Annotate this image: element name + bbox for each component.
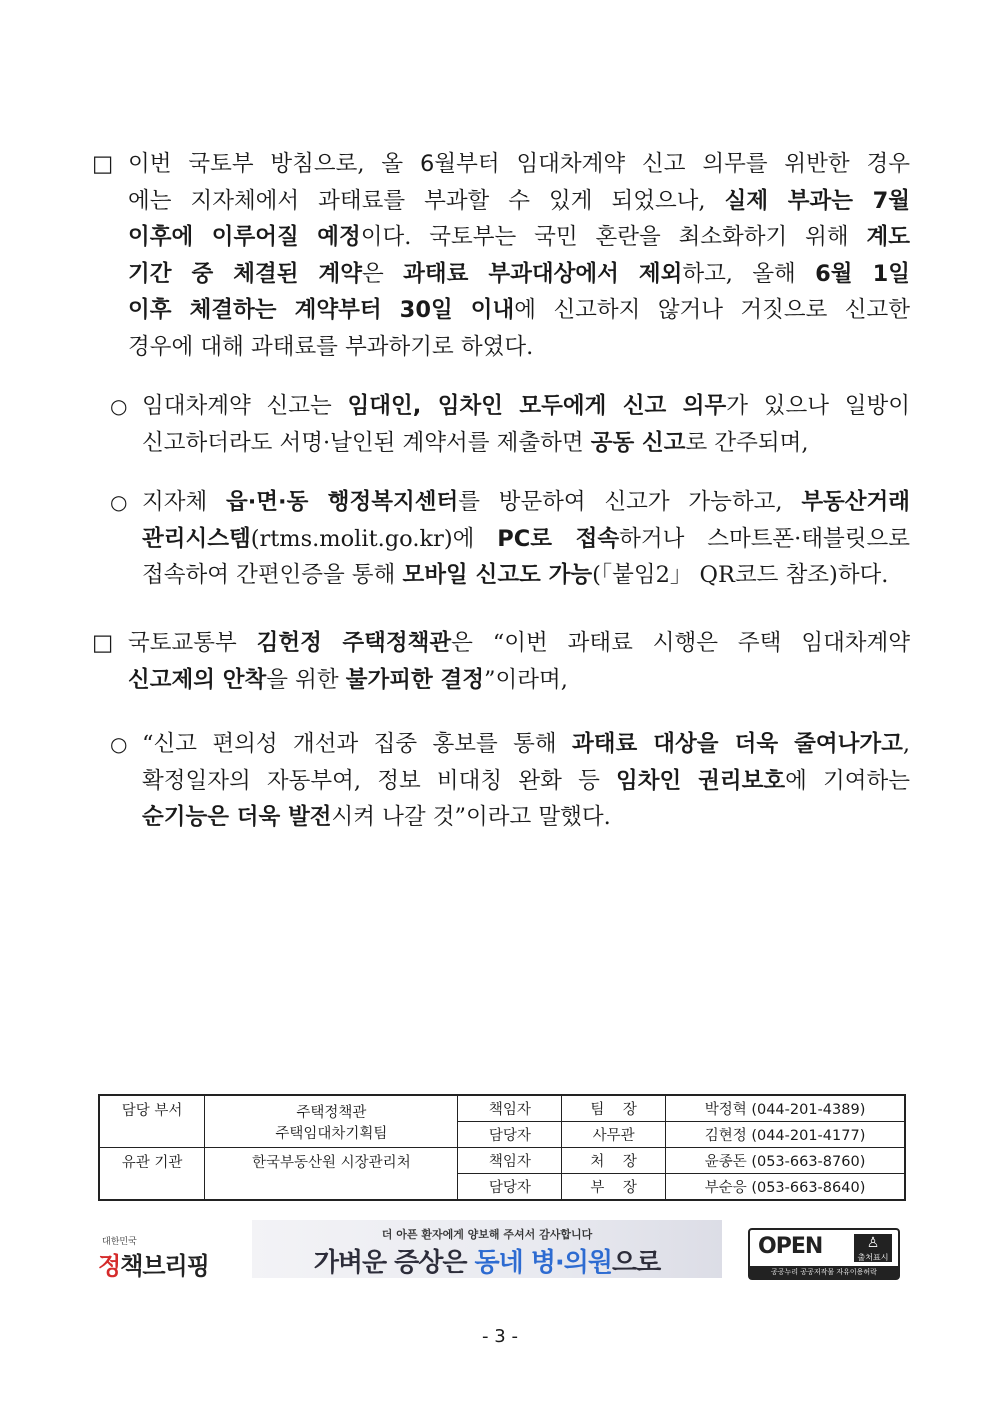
sub-item-3 <box>92 726 910 836</box>
role-cell: 담당자 <box>458 1174 562 1201</box>
text-line <box>142 521 910 558</box>
bold-text-run: PC로 접속 <box>497 525 620 552</box>
text-run: 에 신고하지 않거나 거짓으로 신고한 <box>514 297 910 323</box>
text-run: 확정일자의 자동부여, 정보 비대칭 완화 등 <box>142 767 617 794</box>
bold-text-run: 임대인, 임차인 모두에게 신고 의무 <box>347 393 727 419</box>
table-row <box>99 1095 905 1122</box>
text-run: 이다. 국토부는 국민 혼란을 최소화하기 위해 <box>360 224 867 250</box>
text-run: 가 있으나 일방이 <box>726 393 910 419</box>
table-row <box>99 1148 905 1174</box>
bold-text-run: 이후 체결하는 계약부터 30일 이내 <box>128 297 515 323</box>
text-run: 6 <box>420 151 435 177</box>
title-cell: 팀 장 <box>562 1095 666 1122</box>
text-run: 에 기여하는 <box>785 767 910 794</box>
text-run: 신고하더라도 서명·날인된 계약서를 제출하면 <box>142 429 591 456</box>
person-cell: 부순응 (053-663-8640) <box>666 1174 905 1201</box>
circle-bullet-icon: ○ <box>110 732 128 756</box>
bold-text-run: 관리시스템 <box>142 525 251 552</box>
text-line <box>142 799 910 836</box>
org-label: 유관 기관 <box>99 1148 205 1201</box>
bold-text-run: 불가피한 결정 <box>345 666 485 693</box>
text-run: (「붙임2」 QR코드 참조)하다. <box>592 562 889 588</box>
paragraph-1-text <box>92 146 910 365</box>
square-bullet-icon: □ <box>92 630 114 656</box>
text-run: 경우에 대해 과태료를 부과하기로 하였다. <box>128 333 534 360</box>
dept-label: 담당 부서 <box>99 1095 205 1148</box>
text-run: “신고 편의성 개선과 집중 홍보를 통해 <box>142 731 572 757</box>
sub-item-2 <box>92 484 910 594</box>
text-run: 은 <box>362 260 404 287</box>
dept-name-line-2: 주택임대차기획팀 <box>275 1125 388 1142</box>
text-line <box>128 292 910 329</box>
person-cell: 김현정 (044-201-4177) <box>666 1122 905 1148</box>
text-line <box>128 256 910 293</box>
title-cell: 부 장 <box>562 1174 666 1201</box>
sub-item-2-text <box>92 484 910 594</box>
bold-text-run: 공동 신고 <box>590 429 686 456</box>
campaign-banner[interactable] <box>252 1220 722 1278</box>
bold-text-run: 신고제의 안착 <box>128 666 267 693</box>
bold-text-run: 과태료 부과대상에서 제외 <box>403 260 683 287</box>
role-cell: 담당자 <box>458 1122 562 1148</box>
bold-text-run: 과태료 대상을 더욱 줄여나가고 <box>572 731 903 757</box>
text-run: 이번 국토부 방침으로, 올 <box>128 151 421 177</box>
text-run: ”이라며, <box>484 666 568 693</box>
bold-text-run: 모바일 신고도 가능 <box>402 562 593 588</box>
bold-text-run: 계도 <box>866 224 910 250</box>
text-run: 시켜 나갈 것”이라고 말했다. <box>331 804 611 830</box>
sub-item-1 <box>92 388 910 461</box>
open-license-word: OPEN <box>758 1234 823 1259</box>
text-line <box>128 662 910 699</box>
text-line <box>142 425 910 462</box>
text-line <box>142 484 910 521</box>
text-run: 지자체 <box>142 489 226 515</box>
square-bullet-icon: □ <box>92 151 114 177</box>
banner-title: 가벼운 증상은 동네 병·의원으로 <box>313 1248 661 1278</box>
bold-text-run: 부동산거래 <box>801 489 910 515</box>
paragraph-2-text <box>92 625 910 698</box>
page-number: - 3 - <box>482 1326 518 1347</box>
sub-item-1-text <box>92 388 910 461</box>
person-cell: 윤종돈 (053-663-8760) <box>666 1148 905 1174</box>
text-run: 를 방문하여 신고가 가능하고, <box>458 489 802 515</box>
text-run: 하거나 스마트폰·태블릿으로 <box>619 525 910 552</box>
text-run: 접속하여 간편인증을 통해 <box>142 562 403 588</box>
paragraph-2 <box>92 625 910 698</box>
bold-text-run: 임차인 권리보호 <box>616 767 786 794</box>
contact-table <box>98 1094 906 1201</box>
person-cell: 박정혁 (044-201-4389) <box>666 1095 905 1122</box>
bold-text-run: 기간 중 체결된 계약 <box>128 260 363 287</box>
text-line <box>142 726 910 763</box>
text-line <box>128 146 910 183</box>
org-name: 한국부동산원 시장관리처 <box>205 1148 458 1201</box>
text-run: 을 위한 <box>266 666 346 693</box>
circle-bullet-icon: ○ <box>110 394 128 418</box>
text-line <box>128 183 910 220</box>
footer <box>0 1220 1000 1280</box>
circle-bullet-icon: ○ <box>110 490 128 514</box>
text-line <box>128 219 910 256</box>
text-run: 에는 지자체에서 과태료를 부과할 수 있게 되었으나, <box>128 187 725 214</box>
text-run: 은 “이번 과태료 시행은 주택 임대차계약 <box>451 630 911 656</box>
text-run: 하고, 올해 <box>682 260 816 287</box>
role-cell: 책임자 <box>458 1148 562 1174</box>
text-line <box>142 557 910 594</box>
open-license-caption: 공공누리 공공저작물 자유이용허락 <box>750 1266 898 1278</box>
logo-small-text: 대한민국 <box>102 1237 137 1247</box>
text-run: , <box>902 731 910 757</box>
bold-text-run: 실제 부과는 7월 <box>724 187 911 214</box>
dept-name <box>205 1095 458 1148</box>
role-cell: 책임자 <box>458 1095 562 1122</box>
bold-text-run: 6월 1일 <box>815 260 910 287</box>
open-license-badge <box>748 1228 900 1280</box>
bold-text-run: 이후에 이루어질 예정 <box>128 224 361 250</box>
title-cell: 처 장 <box>562 1148 666 1174</box>
bold-text-run: 김헌정 주택정책관 <box>256 630 452 656</box>
text-line <box>142 763 910 800</box>
text-line <box>128 625 910 662</box>
bold-text-run: 순기능은 더욱 발전 <box>142 804 332 830</box>
logo-big-text: 정책브리핑 <box>98 1252 209 1280</box>
banner-subtitle: 더 아픈 환자에게 양보해 주셔서 감사합니다 <box>381 1228 593 1241</box>
text-run: 임대차계약 신고는 <box>142 393 348 419</box>
text-line <box>142 388 910 425</box>
attribution-icon: ♙ 출처표시 <box>854 1234 892 1262</box>
bold-text-run: 읍·면·동 행정복지센터 <box>226 489 459 515</box>
text-run: (rtms.molit.go.kr)에 <box>250 525 498 552</box>
text-run: 국토교통부 <box>128 630 257 656</box>
text-run: 월부터 임대차계약 신고 의무를 위반한 경우 <box>434 151 910 177</box>
text-run: 로 간주되며, <box>685 429 809 456</box>
dept-name-line-1: 주택정책관 <box>296 1104 367 1121</box>
paragraph-1 <box>92 146 910 365</box>
title-cell: 사무관 <box>562 1122 666 1148</box>
sub-item-3-text <box>92 726 910 836</box>
text-line <box>128 329 910 366</box>
